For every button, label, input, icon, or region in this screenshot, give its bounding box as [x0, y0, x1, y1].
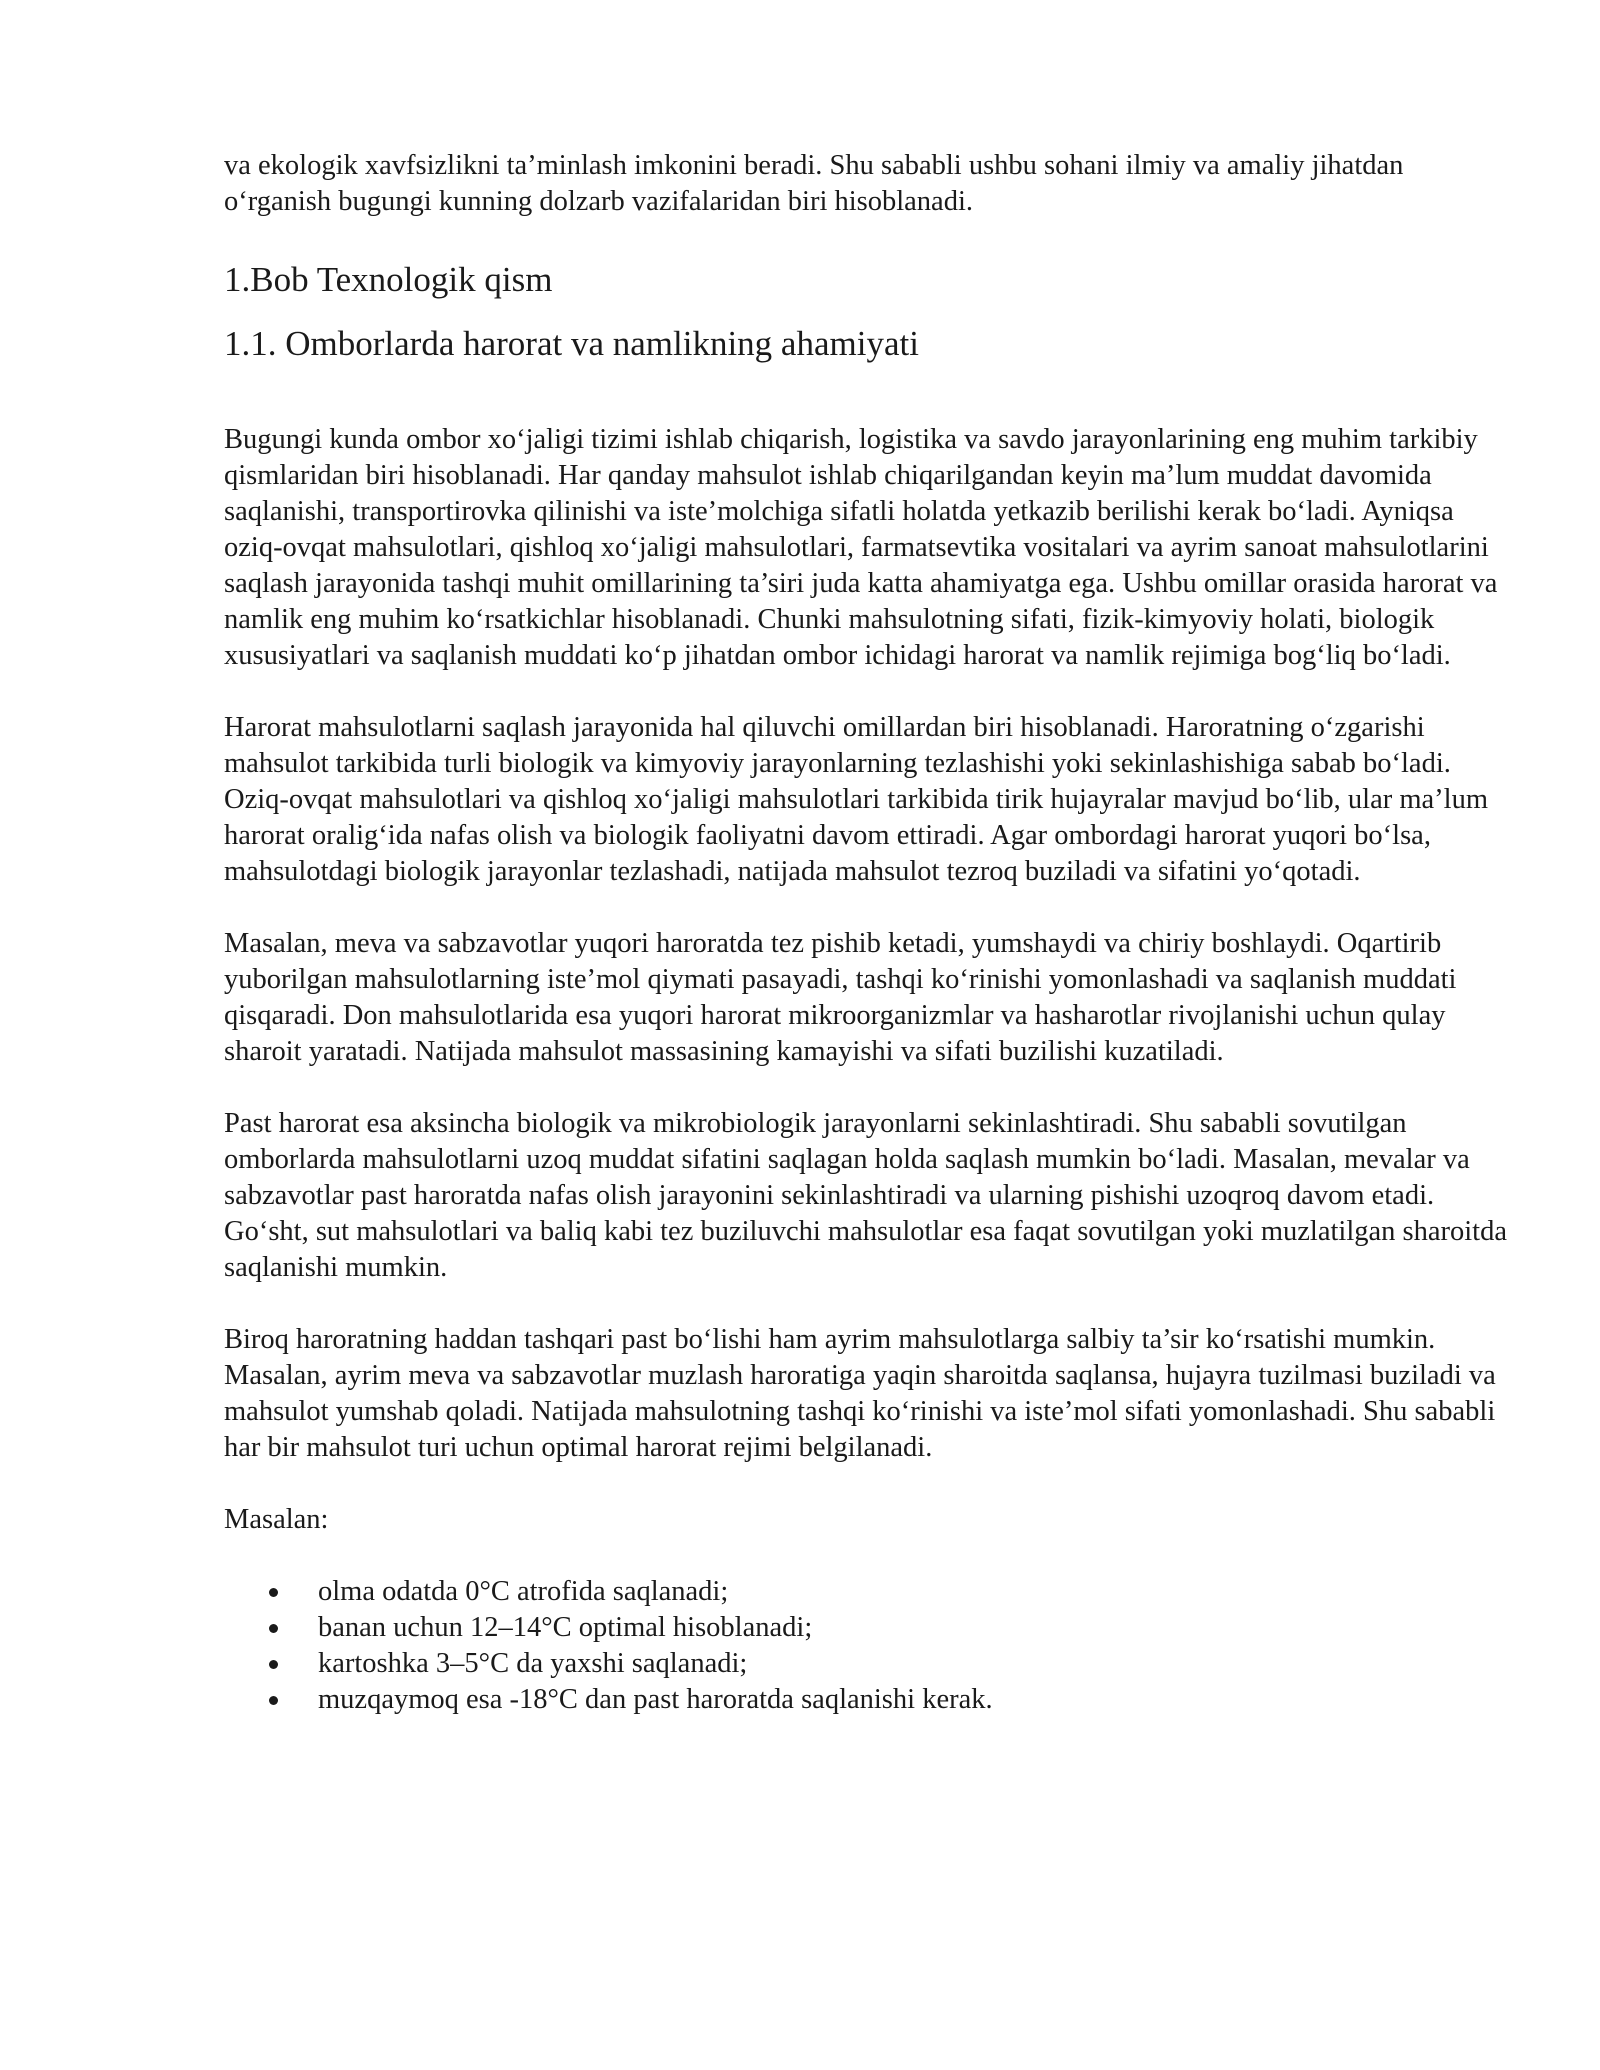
bullet-icon: [269, 1696, 278, 1705]
list-item: [224, 1646, 1514, 1682]
example-label: Masalan:: [224, 1504, 329, 1535]
list-item: [224, 1682, 1514, 1718]
list-item: [224, 1610, 1514, 1646]
list-item-text: muzqaymoq esa -18°C dan past haroratda saqlanishi kerak.: [318, 1684, 993, 1715]
paragraph-storage-importance: Bugungi kunda ombor xo‘jaligi tizimi ishlab chiqarish, logistika va savdo jarayonlarining eng muhim tarkibiy qismlaridan biri hisoblanadi. Har qanday mahsulot ishlab chiqarilgandan keyin ma’lum muddat davomida saqlanishi, transportirovka qilinishi va iste’molchiga sifatli holatda yetkazib berilishi kerak bo‘ladi. Ayniqsa oziq-ovqat mahsulotlari, qishloq xo‘jaligi mahsulotlari, farmatsevtika vositalari va ayrim sanoat mahsulotlarini saqlash jarayonida tashqi muhit omillarining ta’siri juda katta ahamiyatga ega. Ushbu omillar orasida harorat va namlik eng muhim ko‘rsatkichlar hisoblanadi. Chunki mahsulotning sifati, fizik-kimyoviy holati, biologik xususiyatlari va saqlanish muddati ko‘p jihatdan ombor ichidagi harorat va namlik rejimiga bog‘liq bo‘ladi.: [224, 424, 1498, 671]
document-page: [224, 148, 1514, 1718]
list-item: [224, 1574, 1514, 1610]
intro-paragraph: va ekologik xavfsizlikni ta’minlash imkonini beradi. Shu sababli ushbu sohani ilmiy va amaliy jihatdan o‘rganish bugungi kunning dolzarb vazifalaridan biri hisoblanadi.: [224, 150, 1404, 217]
paragraph-temperature-role: Harorat mahsulotlarni saqlash jarayonida hal qiluvchi omillardan biri hisoblanadi. Haroratning o‘zgarishi mahsulot tarkibida turli biologik va kimyoviy jarayonlarning tezlashishi yoki sekinlashishiga sabab bo‘ladi. Oziq-ovqat mahsulotlari va qishloq xo‘jaligi mahsulotlari tarkibida tirik hujayralar mavjud bo‘lib, ular ma’lum harorat oralig‘ida nafas olish va biologik faoliyatni davom ettiradi. Agar ombordagi harorat yuqori bo‘lsa, mahsulotdagi biologik jarayonlar tezlashadi, natijada mahsulot tezroq buziladi va sifatini yo‘qotadi.: [224, 712, 1488, 887]
section-title: 1.1. Omborlarda harorat va namlikning ahamiyati: [224, 324, 919, 363]
paragraph-too-low-temperature: Biroq haroratning haddan tashqari past bo‘lishi ham ayrim mahsulotlarga salbiy ta’sir ko‘rsatishi mumkin. Masalan, ayrim meva va sabzavotlar muzlash haroratiga yaqin sharoitda saqlansa, hujayra tuzilmasi buziladi va mahsulot yumshab qoladi. Natijada mahsulotning tashqi ko‘rinishi va iste’mol sifati yomonlashadi. Shu sababli har bir mahsulot turi uchun optimal harorat rejimi belgilanadi.: [224, 1324, 1496, 1463]
bullet-icon: [269, 1624, 278, 1633]
list-item-text: kartoshka 3–5°C da yaxshi saqlanadi;: [318, 1648, 748, 1679]
list-item-text: olma odatda 0°C atrofida saqlanadi;: [318, 1576, 729, 1607]
bullet-icon: [269, 1588, 278, 1597]
chapter-title: 1.Bob Texnologik qism: [224, 260, 553, 299]
bullet-icon: [269, 1660, 278, 1669]
list-item-text: banan uchun 12–14°C optimal hisoblanadi;: [318, 1612, 813, 1643]
paragraph-high-temperature-example: Masalan, meva va sabzavotlar yuqori haroratda tez pishib ketadi, yumshaydi va chiriy boshlaydi. Oqartirib yuborilgan mahsulotlarning iste’mol qiymati pasayadi, tashqi ko‘rinishi yomonlashadi va saqlanish muddati qisqaradi. Don mahsulotlarida esa yuqori harorat mikroorganizmlar va hasharotlar rivojlanishi uchun qulay sharoit yaratadi. Natijada mahsulot massasining kamayishi va sifati buzilishi kuzatiladi.: [224, 928, 1457, 1067]
temperature-list: [224, 1574, 1514, 1718]
paragraph-low-temperature: Past harorat esa aksincha biologik va mikrobiologik jarayonlarni sekinlashtiradi. Shu sababli sovutilgan omborlarda mahsulotlarni uzoq muddat sifatini saqlagan holda saqlash mumkin bo‘ladi. Masalan, mevalar va sabzavotlar past haroratda nafas olish jarayonini sekinlashtiradi va ularning pishishi uzoqroq davom etadi. Go‘sht, sut mahsulotlari va baliq kabi tez buziluvchi mahsulotlar esa faqat sovutilgan yoki muzlatilgan sharoitda saqlanishi mumkin.: [224, 1108, 1507, 1283]
